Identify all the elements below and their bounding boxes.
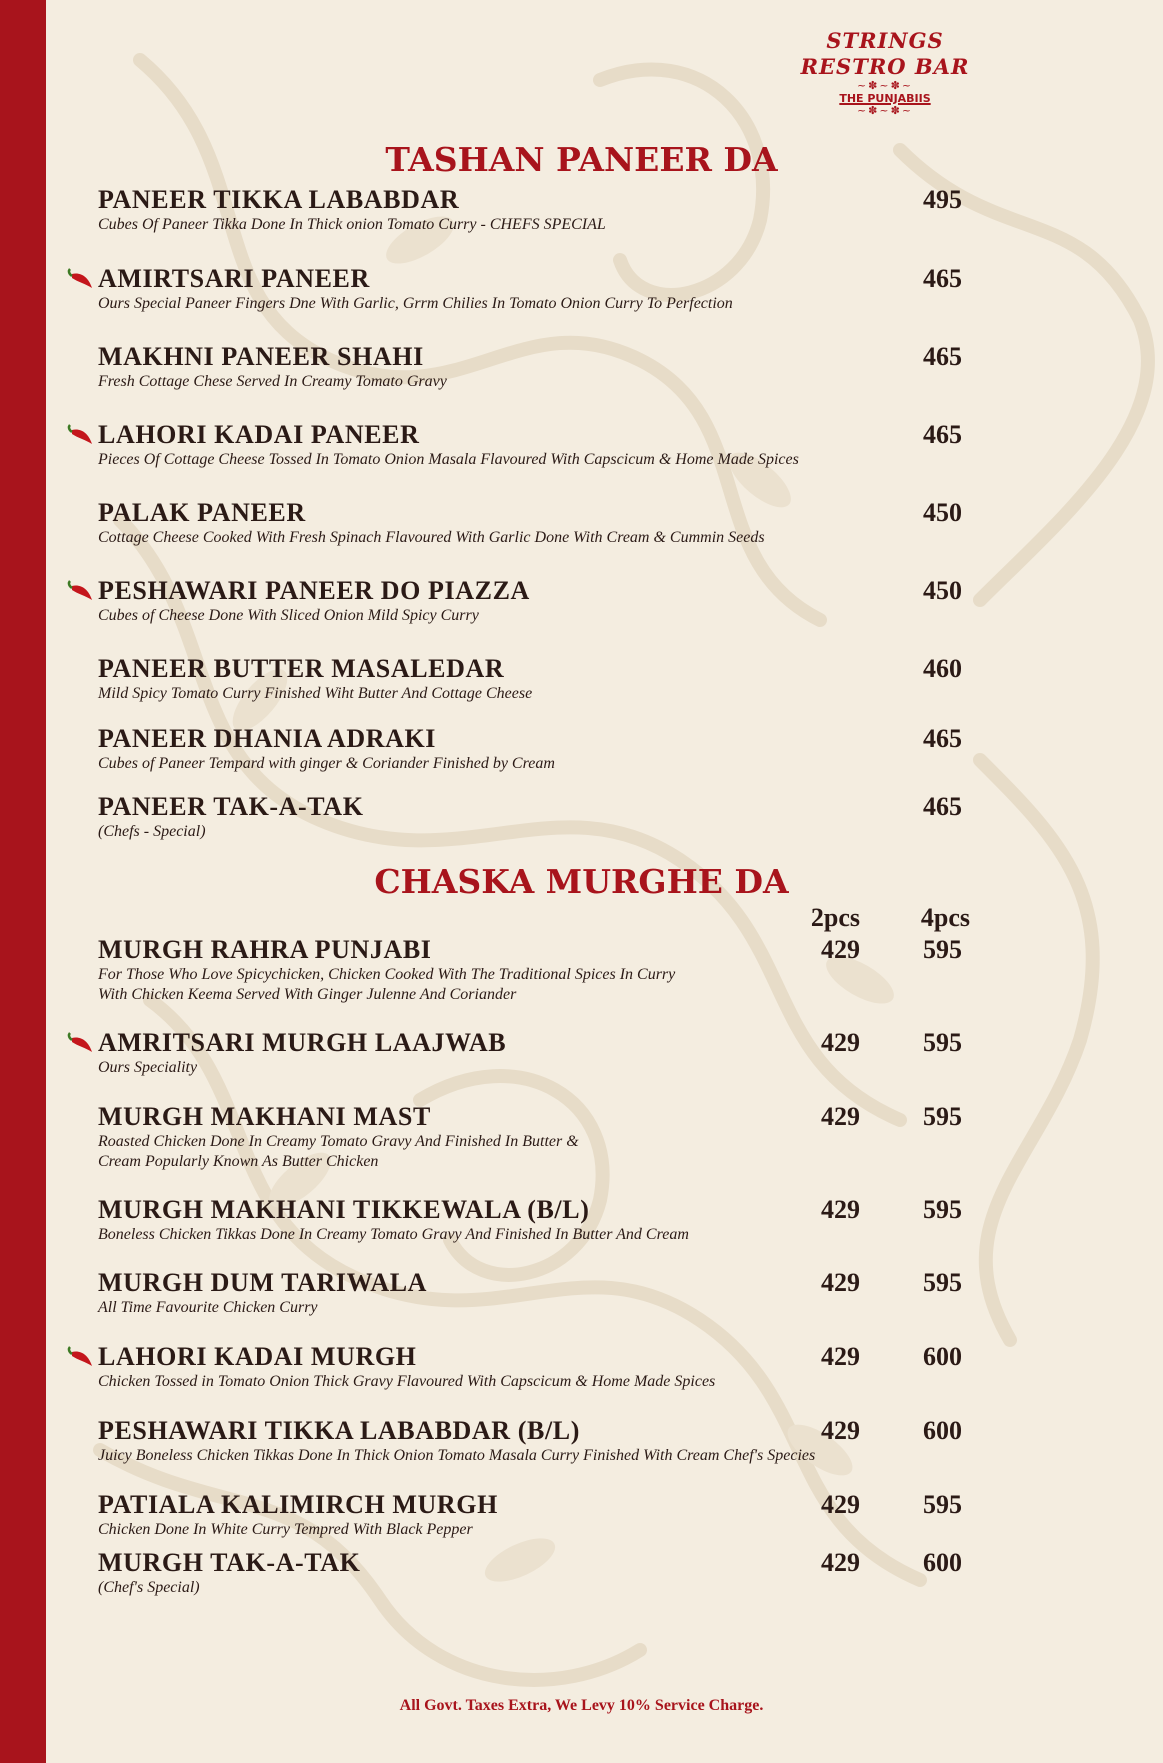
chili-pepper-icon: [66, 268, 94, 292]
item-price-2pcs: 429: [821, 1195, 860, 1224]
section-title-murgh: CHASKA MURGHE DA: [374, 862, 789, 901]
logo-line-1: STRINGS: [826, 28, 944, 53]
item-name: LAHORI KADAI MURGH: [98, 1342, 417, 1371]
item-name: PATIALA KALIMIRCH MURGH: [98, 1490, 498, 1519]
item-price-4pcs: 595: [923, 935, 962, 964]
item-name: PESHAWARI TIKKA LABABDAR (B/L): [98, 1416, 581, 1445]
item-name: PANEER TAK-A-TAK: [98, 792, 364, 821]
item-price: 465: [923, 420, 962, 449]
item-name: PANEER TIKKA LABABDAR: [98, 185, 460, 214]
item-price-4pcs: 600: [923, 1416, 962, 1445]
item-name: MURGH MAKHANI TIKKEWALA (B/L): [98, 1195, 590, 1224]
item-name: PANEER DHANIA ADRAKI: [98, 724, 436, 753]
item-description: (Chefs - Special): [98, 823, 206, 840]
item-price: 465: [923, 724, 962, 753]
item-name: PANEER BUTTER MASALEDAR: [98, 654, 505, 683]
item-price-4pcs: 595: [923, 1490, 962, 1519]
item-price-4pcs: 595: [923, 1195, 962, 1224]
item-description: (Chef's Special): [98, 1579, 200, 1596]
item-description: For Those Who Love Spicychicken, Chicken Cooked With The Traditional Spices In Curry With Chicken Keema Served With Ginger Julenne And Coriander: [98, 966, 676, 1003]
item-price-4pcs: 595: [923, 1102, 962, 1131]
logo-line-2: RESTRO BAR: [800, 54, 970, 79]
flourish-icon: ~✽~✽~: [856, 104, 914, 117]
item-price: 450: [923, 498, 962, 527]
flourish-icon: ~✽~✽~: [856, 79, 914, 92]
restaurant-logo: [795, 28, 975, 117]
footer-note: All Govt. Taxes Extra, We Levy 10% Service Charge.: [399, 1697, 764, 1714]
item-price-4pcs: 600: [923, 1548, 962, 1577]
chili-pepper-icon: [66, 580, 94, 604]
chili-pepper-icon: [66, 1032, 94, 1056]
column-header-4pcs: 4pcs: [920, 903, 970, 932]
item-name: AMIRTSARI PANEER: [98, 264, 370, 293]
item-price-4pcs: 595: [923, 1268, 962, 1297]
item-price-2pcs: 429: [821, 1490, 860, 1519]
item-price-2pcs: 429: [821, 1102, 860, 1131]
item-description: Mild Spicy Tomato Curry Finished Wiht Butter And Cottage Cheese: [98, 685, 533, 702]
item-description: Chicken Tossed in Tomato Onion Thick Gravy Flavoured With Capscicum & Home Made Spices: [98, 1373, 716, 1390]
item-name: MAKHNI PANEER SHAHI: [98, 342, 424, 371]
item-price-2pcs: 429: [821, 1268, 860, 1297]
item-name: LAHORI KADAI PANEER: [98, 420, 420, 449]
item-name: MURGH TAK-A-TAK: [98, 1548, 361, 1577]
item-price-2pcs: 429: [821, 1548, 860, 1577]
item-name: AMRITSARI MURGH LAAJWAB: [98, 1028, 507, 1057]
item-price-2pcs: 429: [821, 1416, 860, 1445]
item-price-4pcs: 595: [923, 1028, 962, 1057]
item-description: Chicken Done In White Curry Tempred With Black Pepper: [98, 1521, 473, 1538]
item-description: Ours Special Paneer Fingers Dne With Garlic, Grrm Chilies In Tomato Onion Curry To Perfection: [98, 295, 733, 312]
column-header-2pcs: 2pcs: [810, 903, 860, 932]
item-name: PALAK PANEER: [98, 498, 306, 527]
item-description: Roasted Chicken Done In Creamy Tomato Gravy And Finished In Butter & Cream Popularly Known As Butter Chicken: [98, 1133, 579, 1170]
item-description: Juicy Boneless Chicken Tikkas Done In Thick Onion Tomato Masala Curry Finished With Cream Chef's Species: [98, 1447, 816, 1464]
item-price: 465: [923, 792, 962, 821]
item-name: MURGH RAHRA PUNJABI: [98, 935, 432, 964]
chili-pepper-icon: [66, 1346, 94, 1370]
section-title-paneer: TASHAN PANEER DA: [385, 140, 778, 179]
item-price-2pcs: 429: [821, 1342, 860, 1371]
item-description: Cubes of Cheese Done With Sliced Onion Mild Spicy Curry: [98, 607, 479, 624]
item-description: Cottage Cheese Cooked With Fresh Spinach Flavoured With Garlic Done With Cream & Cummin Seeds: [98, 529, 765, 546]
item-description: Fresh Cottage Chese Served In Creamy Tomato Gravy: [98, 373, 447, 390]
item-price: 465: [923, 342, 962, 371]
chili-pepper-icon: [66, 424, 94, 448]
item-price-2pcs: 429: [821, 935, 860, 964]
item-description: Cubes Of Paneer Tikka Done In Thick onion Tomato Curry - CHEFS SPECIAL: [98, 216, 606, 233]
item-name: MURGH DUM TARIWALA: [98, 1268, 428, 1297]
item-description: Pieces Of Cottage Cheese Tossed In Tomato Onion Masala Flavoured With Capscicum & Home Made Spices: [98, 451, 799, 468]
item-price-2pcs: 429: [821, 1028, 860, 1057]
item-price: 495: [923, 185, 962, 214]
item-price-4pcs: 600: [923, 1342, 962, 1371]
item-price: 460: [923, 654, 962, 683]
item-description: Boneless Chicken Tikkas Done In Creamy Tomato Gravy And Finished In Butter And Cream: [98, 1226, 689, 1243]
item-name: MURGH MAKHANI MAST: [98, 1102, 431, 1131]
item-price: 465: [923, 264, 962, 293]
item-name: PESHAWARI PANEER DO PIAZZA: [98, 576, 530, 605]
logo-line-3: THE PUNJABIIS: [839, 92, 931, 105]
item-description: All Time Favourite Chicken Curry: [98, 1299, 318, 1316]
item-price: 450: [923, 576, 962, 605]
item-description: Ours Speciality: [98, 1059, 198, 1076]
item-description: Cubes of Paneer Tempard with ginger & Coriander Finished by Cream: [98, 755, 555, 772]
